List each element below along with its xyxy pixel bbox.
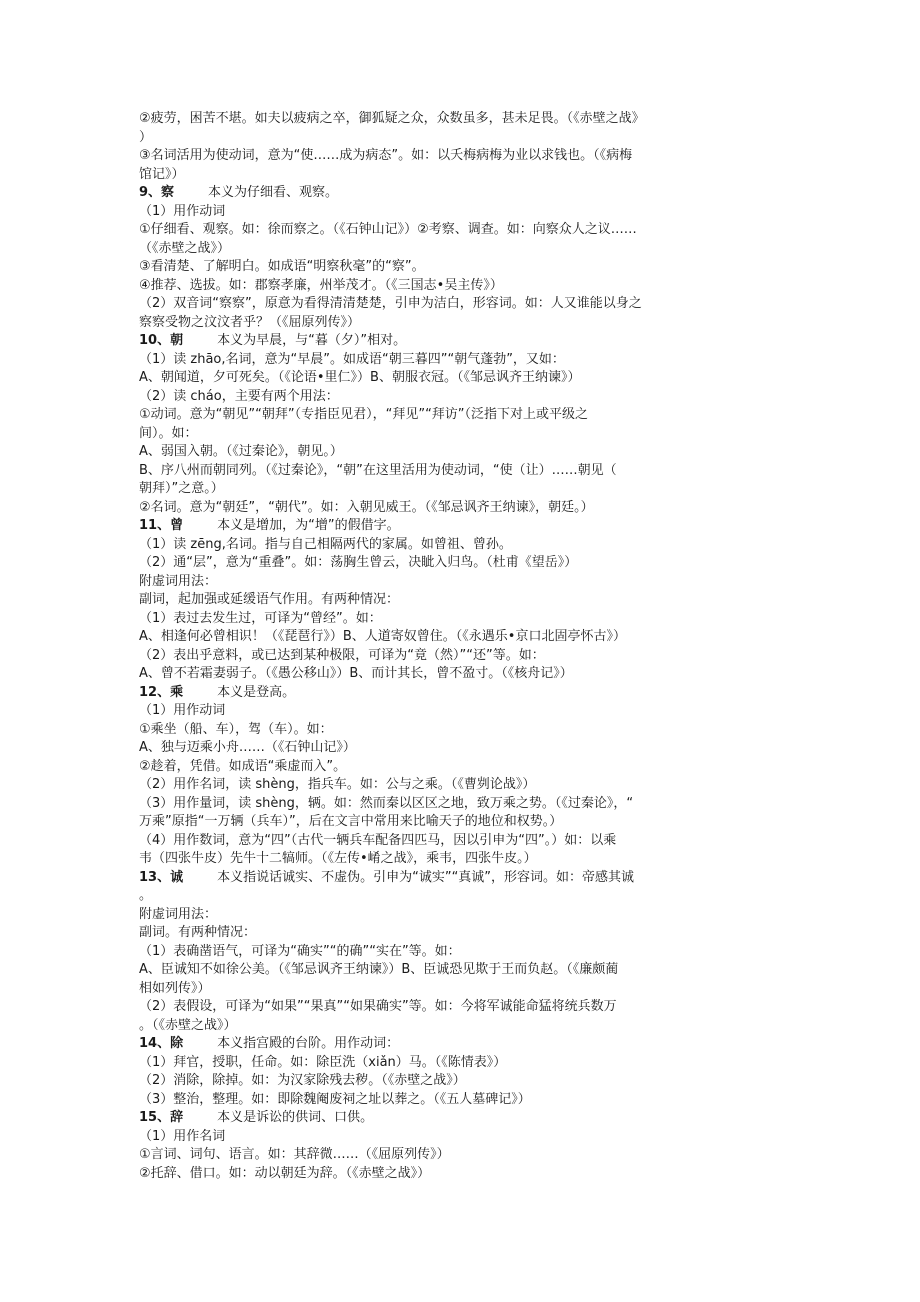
- text-line: A、相逢何必曾相识！（《琵琶行》）B、人道寄奴曾住。（《永遇乐•京口北固亭怀古》）: [139, 629, 626, 644]
- entry-heading-definition: 本义指说话诚实、不虚伪。引申为“诚实”“真诚”，形容词。如：帝感其诚: [217, 869, 635, 885]
- text-line: ②趁着，凭借。如成语“乘虚而入”。: [139, 758, 347, 774]
- text-line: （1）用作动词: [139, 203, 226, 219]
- text-line: ①乘坐（船、车），驾（车）。如：: [139, 721, 333, 737]
- entry-heading: [139, 869, 789, 888]
- entry-heading-term: 14、除: [139, 1036, 184, 1051]
- text-line: 副词，起加强或延缓语气作用。有两种情况：: [139, 592, 400, 607]
- text-line: （2）表假设，可译为“如果”“果真”“如果确实”等。如：今将军诚能命猛将统兵数万: [139, 999, 617, 1014]
- entry-heading-definition: 本义为仔细看、观察。: [208, 185, 339, 200]
- entry-heading: [139, 332, 789, 351]
- text-line: ③看清楚、了解明白。如成语“明察秋毫”的“察”。: [139, 259, 425, 274]
- text-line: （4）用作数词，意为“四”（古代一辆兵车配备四匹马，因以引申为“四”。）如：以乘: [139, 832, 617, 848]
- entry-heading: [139, 517, 789, 536]
- text-line: 附虚词用法：: [139, 906, 218, 922]
- text-line: （1）读 zhāo,名词，意为“早晨”。如成语“朝三暮四”“朝气蓬勃”，又如：: [139, 351, 565, 367]
- text-line: ①仔细看、观察。如：徐而察之。（《石钟山记》）②考察、调查。如：向察众人之议……: [139, 222, 637, 237]
- text-line: 馆记》）: [139, 166, 185, 182]
- text-line: （1）用作动词: [139, 703, 226, 718]
- text-line: （2）通“层”，意为“重叠”。如：荡胸生曾云，决眦入归鸟。（杜甫《望岳》）: [139, 555, 578, 570]
- text-line: 韦（四张牛皮）先牛十二犒师。（《左传•崤之战》，乘韦，四张牛皮。）: [139, 851, 537, 866]
- text-line: 相如列传》）: [139, 980, 211, 996]
- document-body: [139, 110, 789, 1183]
- entry-heading-term: 12、乘: [139, 684, 184, 700]
- text-line: A、独与迈乘小舟……（《石钟山记》）: [139, 740, 356, 755]
- entry-heading-term: 9、察: [139, 185, 175, 200]
- text-line: （1）拜官，授职，任命。如：除臣洗（xiǎn）马。（《陈情表》）: [139, 1054, 507, 1070]
- text-line: 附虚词用法：: [139, 573, 218, 589]
- text-line: ①动词。意为“朝见”“朝拜”（专指臣见君），“拜见”“拜访”（泛指下对上或平级之: [139, 407, 589, 422]
- text-line: （3）用作量词，读 shèng，辆。如：然而秦以区区之地，致万乘之势。（《过秦论》，“: [139, 795, 634, 811]
- text-line: （《赤壁之战》）: [139, 240, 231, 256]
- text-line: A、臣诚知不如徐公美。（《邹忌讽齐王纳谏》）B、臣诚恐见欺于王而负赵。（《廉颇蔺: [139, 962, 619, 977]
- text-line: 察察受物之汶汶者乎？（《屈原列传》）: [139, 314, 361, 330]
- text-line: （2）读 cháo，主要有两个用法：: [139, 388, 339, 404]
- text-line: 间）。如：: [139, 425, 198, 441]
- text-line: （2）双音词“察察”，原意为看得清清楚楚，引申为洁白，形容词。如：人又谁能以身之: [139, 296, 642, 311]
- text-line: （2）用作名词，读 shèng，指兵车。如：公与之乘。（《曹刿论战》）: [139, 777, 536, 792]
- text-line: 万乘”原指“一万辆（兵车）”，后在文言中常用来比喻天子的地位和权势。）: [139, 814, 563, 829]
- entry-heading: [139, 184, 789, 203]
- entry-heading-definition: 本义为早晨，与“暮（夕）”相对。: [217, 333, 407, 348]
- text-line: ②疲劳，困苦不堪。如夫以疲病之卒，御狐疑之众，众数虽多，甚未足畏。（《赤壁之战》: [139, 111, 645, 126]
- text-line: ②名词。意为“朝廷”，“朝代”。如：入朝见威王。（《邹忌讽齐王纳谏》，朝廷。）: [139, 499, 594, 515]
- text-line: 。: [139, 888, 153, 903]
- entry-heading: [139, 1109, 789, 1128]
- entry-heading-term: 15、辞: [139, 1110, 184, 1125]
- entry-heading-term: 11、曾: [139, 518, 184, 533]
- entry-heading-definition: 本义指宫殿的台阶。用作动词：: [217, 1036, 400, 1051]
- text-line: ①言词、词句、语言。如：其辞微……（《屈原列传》）: [139, 1147, 450, 1162]
- entry-heading: [139, 1035, 789, 1054]
- text-line: （1）表确凿语气，可译为“确实”“的确”“实在”等。如：: [139, 943, 461, 959]
- text-line: （2）表出乎意料，或已达到某种极限，可译为“竟（然）”“还”等。如：: [139, 647, 545, 663]
- text-line: A、曾不若霜妻弱子。（《愚公移山》）B、而计其长，曾不盈寸。（《核舟记》）: [139, 666, 573, 681]
- text-line: A、弱国入朝。（《过秦论》，朝见。）: [139, 444, 343, 459]
- text-line: 。（《赤壁之战》）: [139, 1017, 237, 1033]
- text-line: ）: [139, 129, 153, 145]
- text-line: ③名词活用为使动词，意为“使……成为病态”。如：以夭梅病梅为业以求钱也。（《病梅: [139, 148, 633, 163]
- text-line: （2）消除，除掉。如：为汉家除残去秽。（《赤壁之战》）: [139, 1073, 466, 1088]
- text-line: ④推荐、选拔。如：郡察孝廉，州举茂才。（《三国志•吴主传》）: [139, 277, 503, 293]
- entry-heading: [139, 684, 789, 703]
- text-line: B、序八州而朝同列。（《过秦论》，“朝”在这里活用为使动词，“使（让）……朝见（: [139, 462, 617, 478]
- text-line: （1）用作名词: [139, 1128, 226, 1144]
- text-line: （1）表过去发生过，可译为“曾经”。如：: [139, 610, 382, 626]
- text-line: （1）读 zēng,名词。指与自己相隔两代的家属。如曾祖、曾孙。: [139, 536, 512, 552]
- entry-heading-term: 13、诚: [139, 869, 184, 885]
- text-line: （3）整治，整理。如：即除魏阉废祠之址以葬之。（《五人墓碑记》）: [139, 1091, 531, 1107]
- text-line: 朝拜）”之意。）: [139, 481, 224, 496]
- text-line: A、朝闻道，夕可死矣。（《论语•里仁》）B、朝服衣冠。（《邹忌讽齐王纳谏》）: [139, 370, 581, 385]
- text-line: ②托辞、借口。如：动以朝廷为辞。（《赤壁之战》）: [139, 1165, 431, 1181]
- entry-heading-definition: 本义是诉讼的供词、口供。: [217, 1110, 374, 1125]
- entry-heading-definition: 本义是增加，为“增”的假借字。: [217, 518, 400, 533]
- text-line: 副词。有两种情况：: [139, 925, 257, 940]
- entry-heading-term: 10、朝: [139, 333, 184, 348]
- entry-heading-definition: 本义是登高。: [217, 684, 296, 700]
